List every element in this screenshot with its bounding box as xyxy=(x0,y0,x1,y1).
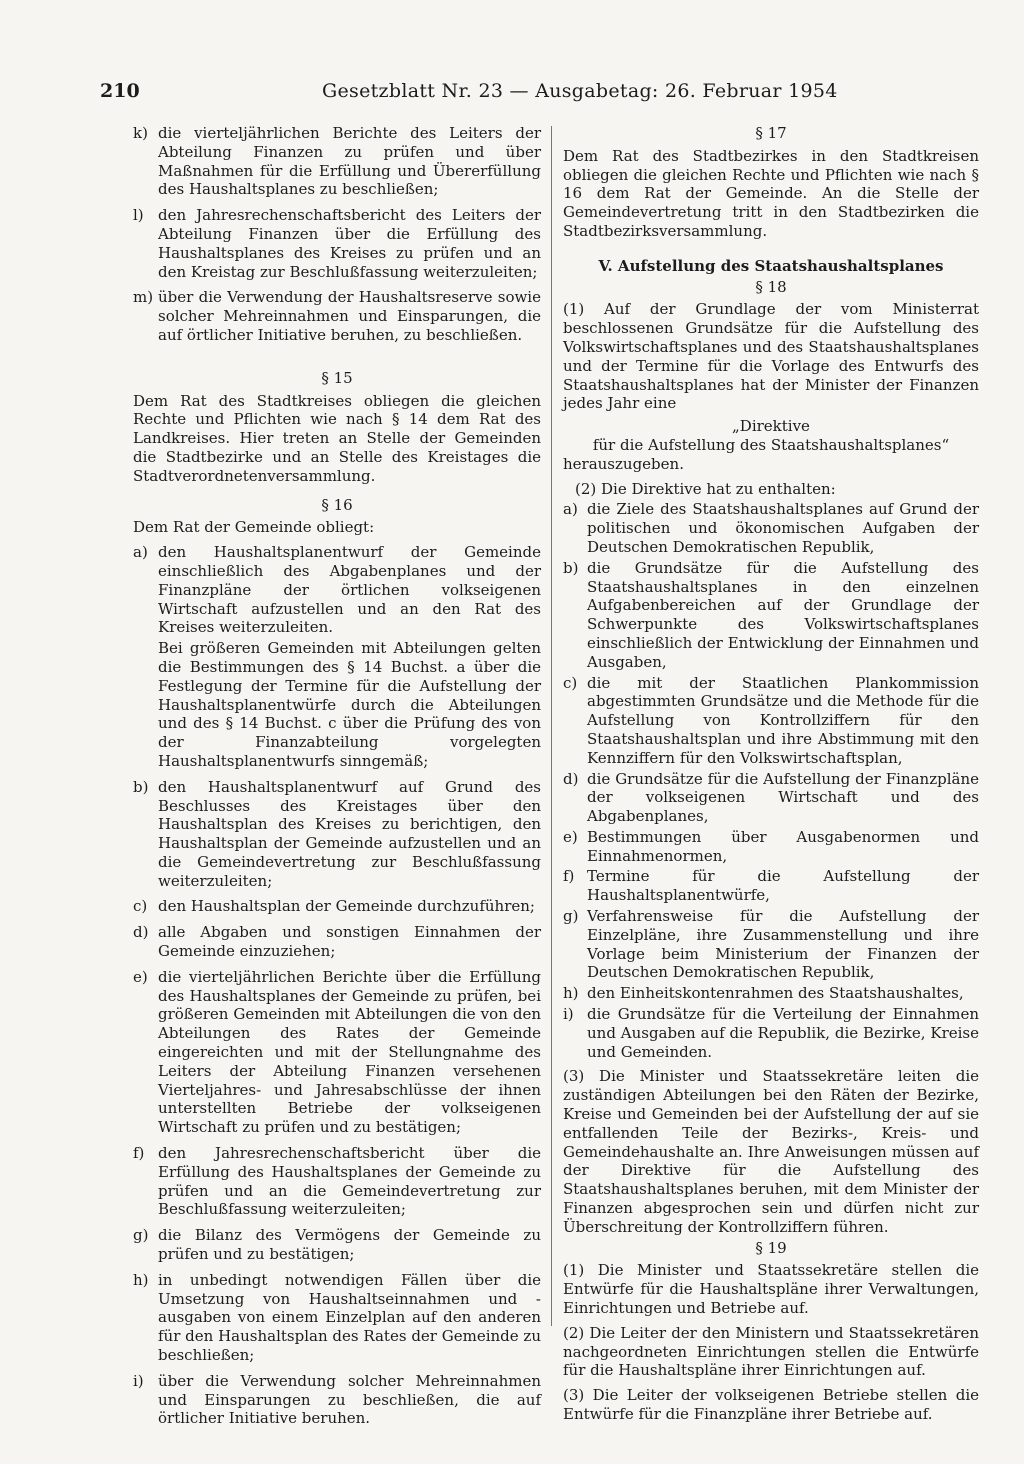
column-divider xyxy=(551,126,552,1326)
item-text: Bestimmungen über Ausgabenormen und Einnahmenormen, xyxy=(587,827,979,865)
item-text: die Grundsätze für die Verteilung der Einnahmen und Ausgaben auf die Republik, die Bezirke, Kreise und Gemeinden. xyxy=(587,1005,979,1061)
item-label: c) xyxy=(133,897,148,916)
list-item xyxy=(133,543,541,771)
item-text: über die Verwendung solcher Mehreinnahmen und Einsparungen zu beschließen, die auf örtlicher Initiative beruhen. xyxy=(158,1371,541,1428)
section-17-text: Dem Rat des Stadtbezirkes in den Stadtkreisen obliegen die gleichen Rechte und Pflichten wie nach § 16 dem Rat der Gemeinde. An die Stelle der Gemeindevertretung tritt in den Stadtbezirken die Stadtbezirksversammlung. xyxy=(563,146,979,240)
item-text: alle Abgaben und sonstigen Einnahmen der Gemeinde einzuziehen; xyxy=(158,923,541,961)
item-text: den Haushaltsplanentwurf der Gemeinde einschließlich des Abgabenplanes und der Finanzpläne der örtlichen volkseigenen Wirtschaft aufzustellen und an den Rat des Kreises weiterzuleiten. xyxy=(158,543,541,637)
list-item xyxy=(133,1144,541,1219)
list-item xyxy=(563,674,979,768)
item-text: die vierteljährlichen Berichte des Leiters der Abteilung Finanzen zu prüfen und über Maßnahmen für die Erfüllung und Übererfüllung des Haushaltsplanes zu beschließen; xyxy=(158,124,541,199)
item-text: die Ziele des Staatshaushaltsplanes auf Grund der politischen und ökonomischen Aufgaben der Deutschen Demokratischen Republik, xyxy=(587,500,979,556)
item-text-continued: Bei größeren Gemeinden mit Abteilungen gelten die Bestimmungen des § 14 Buchst. a über die Festlegung der Termine für die Aufstellung der Haushaltsplanentwürfe durch die Abteilungen und des § 14 Buchst. c über die Prüfung des von der Finanzabteilung vorgelegten Haushaltsplanentwurfs sinngemäß; xyxy=(158,639,541,770)
item-text: den Jahresrechenschaftsbericht des Leiters der Abteilung Finanzen über die Erfüllung des Haushaltsplanes des Kreises zu prüfen und an den Kreistag zur Beschlußfassung weiterzuleiten; xyxy=(158,206,541,281)
item-text: die mit der Staatlichen Plankommission abgestimmten Grundsätze und die Methode für die Aufstellung von Kontrollziffern für den Staatshaushaltsplan und ihre Abstimmung mit den Kennziffern für den Volkswirtschaftsplan, xyxy=(587,673,979,767)
section-19-heading: § 19 xyxy=(755,1238,787,1257)
list-item xyxy=(563,1005,979,1061)
item-label: i) xyxy=(133,1371,144,1390)
section-18-para-2: (2) Die Direktive hat zu enthalten: xyxy=(575,479,836,498)
item-text: Termine für die Aufstellung der Haushaltsplanentwürfe, xyxy=(587,867,979,905)
list-item xyxy=(563,828,979,866)
section-15-text: Dem Rat des Stadtkreises obliegen die gleichen Rechte und Pflichten wie nach § 14 dem Rat des Landkreises. Hier treten an Stelle der Gemeinden die Stadtbezirke und an Stelle des Kreistages die Stadtverordnetenversammlung. xyxy=(133,391,541,485)
right-column xyxy=(563,124,979,1424)
item-label: l) xyxy=(133,206,144,225)
item-label: b) xyxy=(133,777,149,796)
item-text: den Jahresrechenschaftsbericht über die Erfüllung des Haushaltsplanes der Gemeinde zu prüfen und an die Gemeindevertretung zur Beschlußfassung weiterzuleiten; xyxy=(158,1144,541,1219)
item-label: i) xyxy=(563,1005,574,1024)
page-header xyxy=(100,80,980,110)
item-label: g) xyxy=(133,1226,149,1245)
list-item xyxy=(133,1271,541,1365)
item-label: e) xyxy=(563,827,578,846)
item-text: in unbedingt notwendigen Fällen über die Umsetzung von Haushaltseinnahmen und -ausgaben von einem Einzelplan auf den anderen für den Haushaltsplan des Rates der Gemeinde zu beschließen; xyxy=(158,1270,541,1365)
item-text: über die Verwendung der Haushaltsreserve sowie solcher Mehreinnahmen und Einsparungen, die auf örtlicher Initiative beruhen, zu beschließen. xyxy=(158,288,541,344)
item-label: f) xyxy=(133,1144,145,1163)
gazette-title: Gesetzblatt Nr. 23 — Ausgabetag: 26. Februar 1954 xyxy=(322,80,838,102)
list-item xyxy=(133,288,541,344)
list-item xyxy=(563,500,979,556)
list-item xyxy=(133,206,541,281)
directive-title-line-1: „Direktive xyxy=(732,417,810,436)
section-18-para-3: (3) Die Minister und Staatssekretäre leiten die zuständigen Abteilungen bei den Räten der Bezirke, Kreise und Gemeinden bei der Aufstellung der auf sie entfallenden Teile der Bezirks-, Kreis- und Gemeindehaushalte an. Ihre Anweisungen müssen auf der Direktive für die Aufstellung des Staatshaushaltsplanes beruhen, mit dem Minister der Finanzen abgesprochen sein und dürfen nicht zur Überschreitung der Kontrollziffern führen. xyxy=(563,1067,979,1236)
item-text: die Grundsätze für die Aufstellung der Finanzpläne der volkseigenen Wirtschaft und des Abgabenplanes, xyxy=(587,769,979,826)
item-label: k) xyxy=(133,124,148,142)
item-text: den Haushaltsplan der Gemeinde durchzuführen; xyxy=(158,897,535,916)
list-item xyxy=(133,897,541,916)
list-item xyxy=(563,770,979,826)
list-item xyxy=(133,778,541,891)
item-label: a) xyxy=(133,543,148,562)
item-text: die Bilanz des Vermögens der Gemeinde zu prüfen und zu bestätigen; xyxy=(158,1226,541,1264)
list-item xyxy=(563,907,979,982)
s16-items-list xyxy=(133,778,541,1429)
item-label: a) xyxy=(563,500,578,519)
s18-items-list xyxy=(563,500,979,1061)
section-16-intro: Dem Rat der Gemeinde obliegt: xyxy=(133,518,375,537)
item-text: den Einheitskontenrahmen des Staatshaushaltes, xyxy=(587,984,964,1003)
page-number: 210 xyxy=(100,80,140,102)
item-text: Verfahrensweise für die Aufstellung der Einzelpläne, ihre Zusammenstellung und ihre Vorlage beim Ministerium der Finanzen der Deutschen Demokratischen Republik, xyxy=(587,907,979,982)
list-item xyxy=(563,559,979,672)
item-label: d) xyxy=(563,769,579,788)
item-label: c) xyxy=(563,673,578,692)
section-18-para-1: (1) Auf der Grundlage der vom Ministerrat beschlossenen Grundsätze für die Aufstellung des Volkswirtschaftsplanes und des Staatshaushaltsplanes und der Termine für die Vorlage des Entwurfs des Staatshaushaltsplanes hat der Minister der Finanzen jedes Jahr eine xyxy=(563,300,979,413)
item-label: m) xyxy=(133,288,154,307)
item-label: b) xyxy=(563,558,579,577)
section-18-heading: § 18 xyxy=(755,277,787,296)
item-label: g) xyxy=(563,907,579,926)
item-label: d) xyxy=(133,923,149,942)
item-label: h) xyxy=(563,984,579,1003)
section-17-heading: § 17 xyxy=(755,124,787,142)
list-item xyxy=(133,124,541,199)
list-item xyxy=(563,867,979,905)
section-19-para-1: (1) Die Minister und Staatssekretäre stellen die Entwürfe für die Haushaltspläne ihrer Verwaltungen, Einrichtungen und Betriebe auf. xyxy=(563,1261,979,1318)
item-text: die Grundsätze für die Aufstellung des Staatshaushaltsplanes in den einzelnen Aufgabenbereichen auf der Grundlage der Schwerpunkte des Volkswirtschaftsplanes einschließlich der Entwicklung der Einnahmen und Ausgaben, xyxy=(587,558,979,671)
s14-items-list xyxy=(133,124,541,345)
item-text: die vierteljährlichen Berichte über die Erfüllung des Haushaltsplanes der Gemeinde zu prüfen, bei größeren Gemeinden mit Abteilungen die von den Abteilungen des Rates der Gemeinde eingereichten und mit der Stellungnahme des Leiters der Abteilung Finanzen versehenen Vierteljahres- und Jahresabschlüsse der ihnen unterstellten Betriebe der volkseigenen Wirtschaft zu prüfen und zu bestätigen; xyxy=(158,967,541,1137)
section-19-para-2: (2) Die Leiter der den Ministern und Staatssekretären nachgeordneten Einrichtungen stellen die Entwürfe für die Haushaltspläne ihrer Einrichtungen auf. xyxy=(563,1323,979,1380)
item-label: f) xyxy=(563,867,575,886)
list-item xyxy=(563,984,979,1003)
item-text: den Haushaltsplanentwurf auf Grund des Beschlusses des Kreistages über den Haushaltsplan des Kreises zu berichtigen, den Haushaltsplan der Gemeinde aufzustellen und an die Gemeindevertretung zur Beschlußfassung weiterzuleiten; xyxy=(158,777,541,890)
directive-title-line-2: für die Aufstellung des Staatshaushaltsplanes“ xyxy=(592,435,950,454)
section-19-para-3: (3) Die Leiter der volkseigenen Betriebe stellen die Entwürfe für die Finanzpläne ihrer Betriebe auf. xyxy=(563,1386,979,1423)
list-item xyxy=(133,923,541,961)
section-15-heading: § 15 xyxy=(321,368,353,387)
directive-trailing-text: herauszugeben. xyxy=(563,454,684,473)
item-label: e) xyxy=(133,967,148,986)
item-label: h) xyxy=(133,1270,149,1289)
list-item xyxy=(133,968,541,1137)
section-16-heading: § 16 xyxy=(321,495,353,514)
left-column xyxy=(133,124,541,1435)
list-item xyxy=(133,1372,541,1428)
list-item xyxy=(133,1226,541,1264)
chapter-heading: V. Aufstellung des Staatshaushaltsplanes xyxy=(598,256,944,275)
